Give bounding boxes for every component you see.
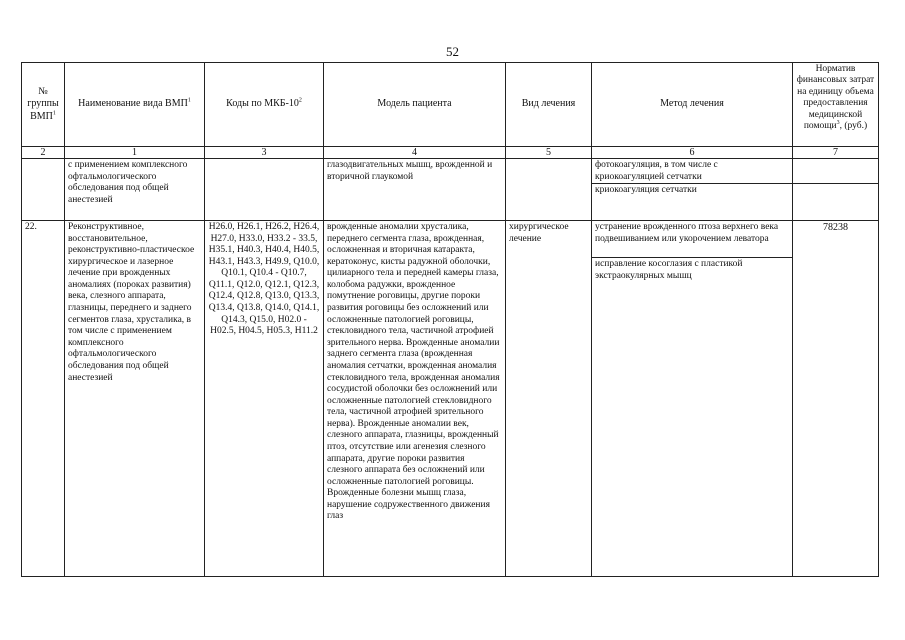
cell-codes bbox=[205, 159, 324, 221]
header-model: Модель пациента bbox=[324, 63, 506, 147]
column-number-row bbox=[22, 147, 879, 159]
cell-group: 22. bbox=[22, 221, 65, 577]
method-item: исправление косоглазия с пластикой экстраокулярных мышц bbox=[592, 257, 792, 283]
norm-value bbox=[793, 159, 878, 183]
norm-empty bbox=[793, 183, 878, 200]
column-number: 6 bbox=[592, 147, 793, 159]
vmp-table bbox=[21, 62, 879, 577]
column-number: 1 bbox=[65, 147, 205, 159]
method-item: криокоагуляция сетчатки bbox=[592, 183, 792, 198]
cell-type: хирургическое лечение bbox=[506, 221, 592, 577]
method-item: фотокоагуляция, в том числе с криокоагуляцией сетчатки bbox=[595, 160, 718, 182]
column-number: 4 bbox=[324, 147, 506, 159]
header-group: № группы ВМП$^1$ bbox=[22, 63, 65, 147]
cell-group bbox=[22, 159, 65, 221]
page-number: 52 bbox=[446, 44, 459, 59]
cell-norm bbox=[793, 159, 879, 221]
cell-model: глазодвигательных мышц, врожденной и вторичной глаукомой bbox=[324, 159, 506, 221]
header-norm: Норматив финансовых затрат на единицу объема предоставления медицинской помощи$^3$, (руб.) bbox=[793, 63, 879, 147]
cell-name: Реконструктивное, восстановительное, реконструктивно-пластическое хирургическое и лазерное лечение при врожденных аномалиях (пороках развития) века, слезного аппарата, глазницы, переднего и заднего сегментов глаза, хрусталика, в том числе с применением комплексного офтальмологического обследования под общей анестезией bbox=[65, 221, 205, 577]
cell-name: с применением комплексного офтальмологического обследования под общей анестезией bbox=[65, 159, 205, 221]
header-method: Метод лечения bbox=[592, 63, 793, 147]
column-number: 7 bbox=[793, 147, 879, 159]
cell-type bbox=[506, 159, 592, 221]
header-name: Наименование вида ВМП$^1$ bbox=[65, 63, 205, 147]
table-row bbox=[22, 221, 879, 577]
header-codes: Коды по МКБ-$10^2$ bbox=[205, 63, 324, 147]
cell-method bbox=[592, 221, 793, 577]
table-row bbox=[22, 159, 879, 221]
method-item: устранение врожденного птоза верхнего века подвешиванием или укорочением леватора bbox=[595, 222, 779, 244]
cell-method bbox=[592, 159, 793, 221]
column-number: 2 bbox=[22, 147, 65, 159]
header-row bbox=[22, 63, 879, 147]
cell-norm: 78238 bbox=[793, 221, 879, 577]
header-type: Вид лечения bbox=[506, 63, 592, 147]
cell-model: врожденные аномалии хрусталика, переднего сегмента глаза, врожденная, осложненная и вторичная катаракта, кератоконус, кисты радужной оболочки, цилиарного тела и передней камеры глаза, колобома радужки, врожденное помутнение роговицы, другие пороки развития роговицы без осложнений или осложненные патологией роговицы, стекловидного тела, частичной атрофией зрительного нерва. Врожденные аномалии заднего сегмента глаза (врожденная аномалия сетчатки, врожденная аномалия стекловидного тела, врожденная аномалия сосудистой оболочки без осложнений или осложненные патологией стекловидного тела, частичной атрофией зрительного нерва). Врожденные аномалии век, слезного аппарата, глазницы, врожденный птоз, отсутствие или агенезия слезного аппарата, другие пороки развития слезного аппарата без осложнений или осложненные патологией роговицы. Врожденные болезни мышц глаза, нарушение содружественного движения глаз bbox=[324, 221, 506, 577]
column-number: 3 bbox=[205, 147, 324, 159]
cell-codes: H26.0, H26.1, H26.2, H26.4, H27.0, H33.0, H33.2 - 33.5, H35.1, H40.3, H40.4, H40.5, H43.1, H43.3, H49.9, Q10.0, Q10.1, Q10.4 - Q10.7, Q11.1, Q12.0, Q12.1, Q12.3, Q12.4, Q12.8, Q13.0, Q13.3, Q13.4, Q13.8, Q14.0, Q14.1, Q14.3, Q15.0, H02.0 - H02.5, H04.5, H05.3, H11.2 bbox=[205, 221, 324, 577]
column-number: 5 bbox=[506, 147, 592, 159]
